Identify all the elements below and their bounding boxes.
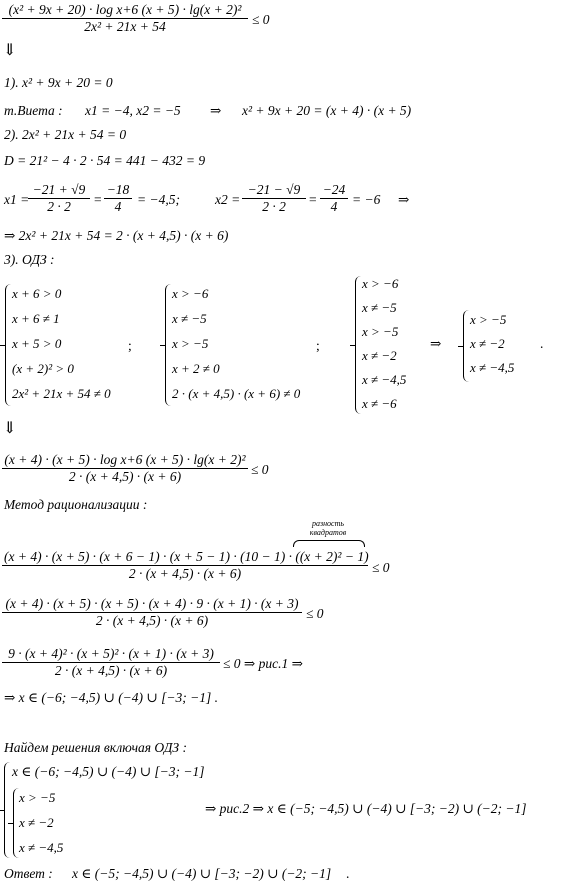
overbrace	[293, 540, 365, 547]
root-2-result: = −6	[352, 192, 381, 207]
inequality-3-denominator: 2 · (x + 4,5) · (x + 6)	[128, 566, 242, 581]
overbrace-note	[292, 519, 364, 537]
inequality-5-numerator: 9 · (x + 4)² · (x + 5)² · (x + 1) · (x + 3)	[2, 646, 220, 663]
semicolon-1: ;	[128, 338, 132, 353]
vieta-roots: x1 = −4, x2 = −5	[85, 103, 181, 118]
root-2-numerator: −21 − √9	[242, 182, 306, 199]
odz-system-2-brace	[165, 284, 171, 406]
inequality-1-denominator: 2x² + 21x + 54	[84, 19, 166, 34]
inequality-1-relation: ≤ 0	[252, 12, 270, 27]
odz-1-row-1: x + 6 > 0	[12, 286, 62, 301]
odz-3-row-1: x > −6	[362, 276, 399, 291]
final-inner-row-2: x ≠ −2	[19, 815, 54, 830]
root-2-implication: ⇒	[398, 192, 410, 207]
odz-1-row-4: (x + 2)² > 0	[12, 361, 74, 376]
inequality-5-denominator: 2 · (x + 4,5) · (x + 6)	[54, 663, 168, 678]
step-2-equation: 2). 2x² + 21x + 54 = 0	[4, 127, 127, 142]
figure-2-result: ⇒ рис.2 ⇒ x ∈ (−5; −4,5) ∪ (−4) ∪ [−3; −2) ∪ (−2; −1]	[205, 801, 527, 816]
inequality-1-fraction	[2, 2, 248, 35]
solution-1: ⇒ x ∈ (−6; −4,5) ∪ (−4) ∪ [−3; −1] .	[4, 690, 218, 705]
inequality-3-numerator: (x + 4) · (x + 5) · (x + 6 − 1) · (x + 5 − 1) · (10 − 1) · ((x + 2)² − 1)	[4, 549, 369, 564]
root-1-denominator-2: 4	[114, 199, 122, 214]
odz-4-row-3: x ≠ −4,5	[470, 360, 515, 375]
inequality-4-relation: ≤ 0	[306, 606, 324, 621]
root-2-fraction-2	[320, 182, 348, 215]
odz-3-row-4: x ≠ −2	[362, 348, 397, 363]
odz-2-row-3: x > −5	[172, 336, 209, 351]
odz-3-row-2: x ≠ −5	[362, 300, 397, 315]
odz-4-row-1: x > −5	[470, 312, 507, 327]
inequality-4-numerator: (x + 4) · (x + 5) · (x + 5) · (x + 4) · 9 · (x + 1) · (x + 3)	[2, 596, 302, 613]
factorization-2: ⇒ 2x² + 21x + 54 = 2 · (x + 4,5) · (x + 6)	[4, 228, 229, 243]
odz-2-row-1: x > −6	[172, 286, 209, 301]
odz-3-row-3: x > −5	[362, 324, 399, 339]
discriminant: D = 21² − 4 · 2 · 54 = 441 − 432 = 9	[4, 153, 206, 168]
odz-implication: ⇒	[430, 336, 442, 351]
root-1-result: = −4,5;	[137, 192, 180, 207]
inequality-3-fraction	[2, 549, 368, 582]
vieta-factorization: x² + 9x + 20 = (x + 4) · (x + 5)	[242, 103, 412, 118]
root-1-numerator: −21 + √9	[28, 182, 90, 199]
overbrace-note-line-2: квадратов	[309, 528, 347, 537]
step-3-odz-label: 3). ОДЗ :	[4, 252, 55, 267]
odz-2-row-4: x + 2 ≠ 0	[172, 361, 220, 376]
inequality-4-fraction	[2, 596, 302, 629]
root-1-denominator: 2 · 2	[47, 199, 71, 214]
root-1-fraction	[28, 182, 90, 215]
odz-3-row-5: x ≠ −4,5	[362, 372, 407, 387]
odz-2-row-5: 2 · (x + 4,5) · (x + 6) ≠ 0	[172, 386, 301, 401]
odz-1-row-3: x + 5 > 0	[12, 336, 62, 351]
inequality-3-relation: ≤ 0	[372, 560, 390, 575]
odz-system-4-brace	[463, 310, 469, 382]
inequality-5-fraction	[2, 646, 220, 679]
semicolon-2: ;	[316, 338, 320, 353]
inequality-2-relation: ≤ 0	[251, 462, 269, 477]
final-system-top: x ∈ (−6; −4,5) ∪ (−4) ∪ [−3; −1]	[12, 764, 205, 779]
root-2-numerator-2: −24	[320, 182, 348, 199]
odz-system-1-brace	[5, 284, 11, 406]
root-2-fraction	[242, 182, 306, 215]
inequality-1-numerator: (x² + 9x + 20) · log x+6 (x + 5) · lg(x + 2)²	[2, 2, 248, 19]
inequality-2-fraction	[2, 452, 248, 485]
root-1-equals: =	[94, 192, 102, 207]
find-solutions-label: Найдем решения включая ОДЗ :	[4, 740, 187, 755]
root-2-label: x2 =	[215, 192, 241, 207]
method-label: Метод рационализации :	[4, 497, 148, 512]
root-1-label: x1 =	[4, 192, 30, 207]
answer-value: x ∈ (−5; −4,5) ∪ (−4) ∪ [−3; −2) ∪ (−2; −1]	[72, 866, 332, 881]
down-arrow-1: ⇓	[3, 42, 17, 59]
odz-2-row-2: x ≠ −5	[172, 311, 207, 326]
odz-1-row-2: x + 6 ≠ 1	[12, 311, 60, 326]
inequality-2-denominator: 2 · (x + 4,5) · (x + 6)	[68, 469, 182, 484]
answer-end: .	[346, 866, 350, 881]
odz-4-row-2: x ≠ −2	[470, 336, 505, 351]
inequality-4-denominator: 2 · (x + 4,5) · (x + 6)	[95, 613, 209, 628]
final-system-brace	[4, 762, 10, 858]
answer-label: Ответ :	[4, 866, 53, 881]
overbrace-note-line-1: разность	[311, 519, 345, 528]
root-1-numerator-2: −18	[104, 182, 132, 199]
inequality-5-relation: ≤ 0 ⇒ рис.1 ⇒	[223, 656, 303, 671]
vieta-implication: ⇒	[210, 103, 222, 118]
step-1-equation: 1). x² + 9x + 20 = 0	[4, 75, 113, 90]
down-arrow-2: ⇓	[3, 420, 17, 437]
final-inner-row-3: x ≠ −4,5	[19, 840, 64, 855]
odz-3-row-6: x ≠ −6	[362, 396, 397, 411]
inequality-2-numerator: (x + 4) · (x + 5) · log x+6 (x + 5) · lg(x + 2)²	[2, 452, 248, 469]
root-2-denominator-2: 4	[330, 199, 338, 214]
root-1-fraction-2	[104, 182, 132, 215]
odz-1-row-5: 2x² + 21x + 54 ≠ 0	[12, 386, 111, 401]
root-2-denominator: 2 · 2	[262, 199, 286, 214]
odz-system-3-brace	[355, 276, 361, 414]
vieta-label: т.Виета :	[4, 103, 63, 118]
final-inner-row-1: x > −5	[19, 790, 56, 805]
odz-dot: .	[540, 336, 544, 351]
root-2-equals: =	[309, 192, 317, 207]
